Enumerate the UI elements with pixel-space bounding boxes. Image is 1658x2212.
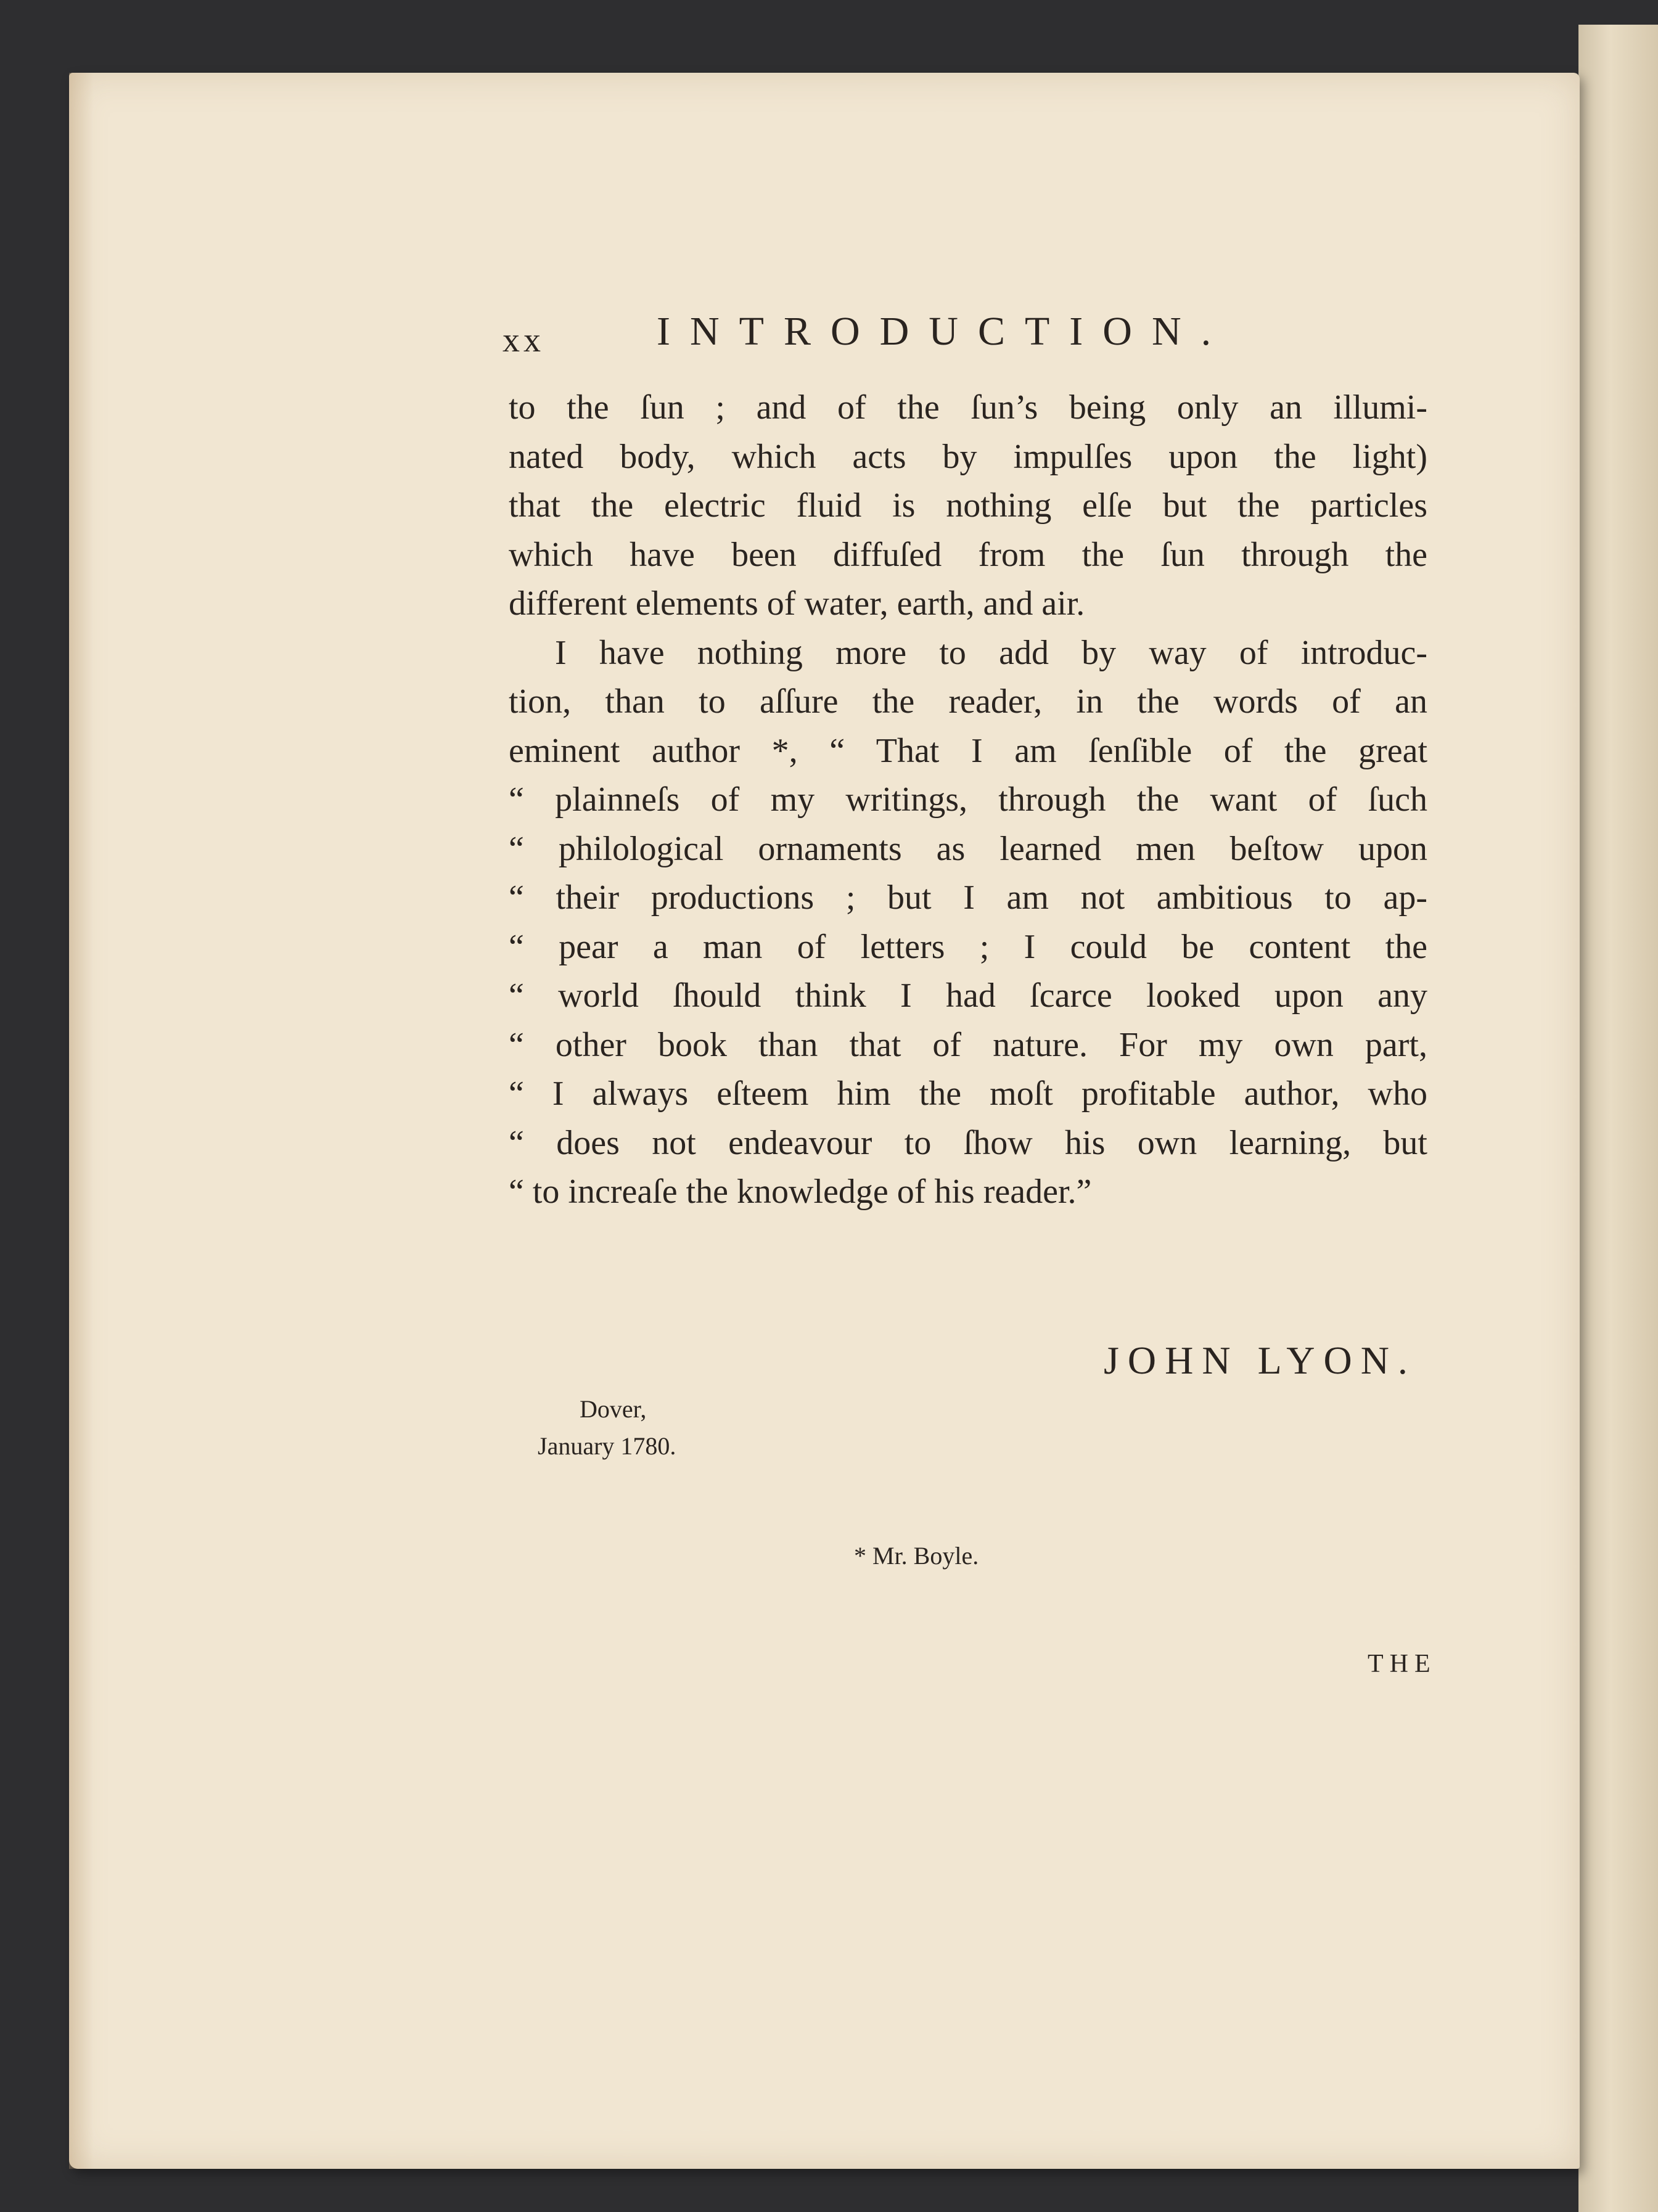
text-line: I have nothing more to add by way of introduc-	[555, 633, 1427, 672]
text-line: “ plainneſs of my writings, through the want of ſuch	[509, 780, 1427, 819]
page-number: xx	[503, 321, 544, 359]
running-title: INTRODUCTION.	[657, 309, 1231, 354]
text-line: “ their productions ; but I am not ambitious to ap-	[509, 879, 1427, 917]
text-line: “ philological ornaments as learned men beſtow upon	[509, 829, 1427, 868]
text-line: “ other book than that of nature. For my own part,	[509, 1025, 1427, 1064]
body-text	[509, 383, 1427, 1217]
place-line: Dover,	[580, 1395, 647, 1423]
text-line: tion, than to aſſure the reader, in the words of an	[509, 682, 1427, 721]
next-page-edge	[1578, 25, 1658, 2212]
text-line: “ pear a man of letters ; I could be content the	[509, 927, 1427, 966]
footnote: * Mr. Boyle.	[854, 1542, 979, 1570]
text-line: “ to increaſe the knowledge of his reader.”	[509, 1173, 1092, 1211]
text-line: to the ſun ; and of the ſun’s being only an illumi-	[509, 388, 1427, 427]
date-line: January 1780.	[538, 1432, 676, 1460]
author-signature: JOHN LYON.	[1104, 1338, 1416, 1382]
text-line: “ does not endeavour to ſhow his own learning, but	[509, 1123, 1427, 1162]
text-line: which have been diffuſed from the ſun through the	[509, 535, 1427, 574]
text-line: “ I always eſteem him the moſt profitable author, who	[509, 1075, 1427, 1113]
text-line: “ world ſhould think I had ſcarce looked upon any	[509, 977, 1427, 1015]
catchword: THE	[1368, 1650, 1437, 1678]
text-line: eminent author *, “ That I am ſenſible of the great	[509, 731, 1427, 770]
text-line: different elements of water, earth, and air.	[509, 584, 1085, 623]
text-line: nated body, which acts by impulſes upon the light)	[509, 437, 1427, 476]
text-line: that the electric fluid is nothing elſe but the particles	[509, 486, 1427, 525]
